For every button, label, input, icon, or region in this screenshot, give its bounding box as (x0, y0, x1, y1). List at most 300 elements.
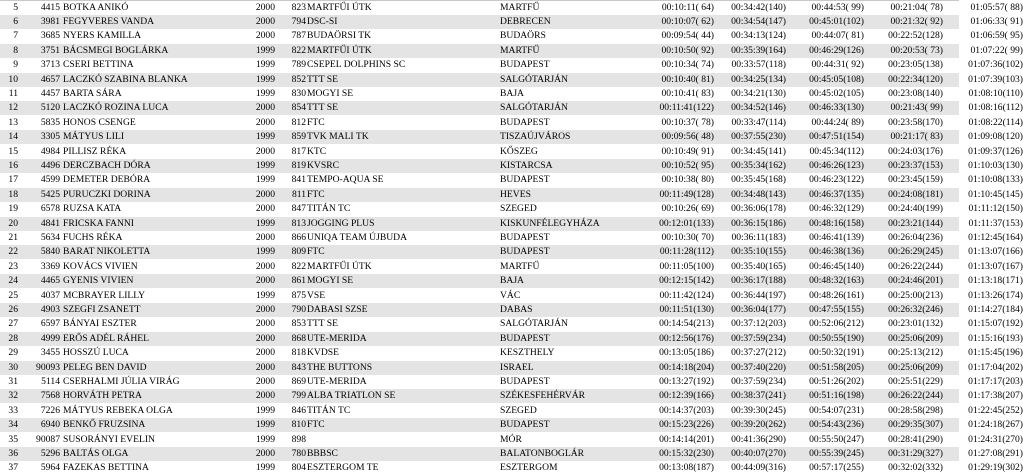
place-cell: 28 (8, 332, 18, 344)
athlete-name-cell: SZEGFI ZSANETT (63, 303, 141, 315)
split-2-cell: 00:41:36(290) (731, 433, 786, 445)
club-code-cell: 866 (291, 231, 306, 243)
split-1-cell: 00:13:27(192) (659, 375, 714, 387)
city-cell: DABAS (500, 303, 533, 315)
split-2-cell: 00:37:27(212) (731, 347, 786, 359)
split-3-cell: 00:44:24( 89) (811, 116, 864, 128)
birth-year-cell: 1999 (255, 87, 275, 99)
club-code-cell: 847 (291, 203, 306, 215)
club-name-cell: TITÁN TC (307, 203, 351, 215)
total-time-cell: 01:07:36(102) (968, 59, 1023, 71)
athlete-name-cell: HONOS CSENGE (63, 116, 136, 128)
city-cell: BUDAPEST (500, 231, 550, 243)
total-time-cell: 01:17:17(203) (968, 375, 1023, 387)
split-1-cell: 00:09:54( 44) (661, 30, 714, 42)
place-cell: 11 (8, 87, 18, 99)
table-row (0, 87, 1023, 101)
split-2-cell: 00:37:40(220) (731, 361, 786, 373)
club-code-cell: 868 (291, 332, 306, 344)
club-name-cell: FTC (307, 419, 325, 431)
split-3-cell: 00:50:32(191) (809, 347, 864, 359)
athlete-name-cell: FUCHS RÉKA (63, 231, 123, 243)
club-name-cell: FTC (307, 188, 325, 200)
athlete-name-cell: BENKŐ FRUZSINA (63, 419, 146, 431)
table-row (0, 188, 1023, 202)
total-time-cell: 01:14:27(184) (968, 303, 1023, 315)
bib-number-cell: 4465 (40, 275, 60, 287)
total-time-cell: 01:13:07(166) (968, 246, 1023, 258)
bib-number-cell: 5120 (40, 102, 60, 114)
split-4-cell: 00:32:02(332) (888, 462, 943, 474)
club-name-cell: MARTFŰI ÚTK (307, 1, 372, 13)
place-cell: 8 (13, 44, 18, 56)
split-4-cell: 00:26:29(245) (888, 246, 943, 258)
club-code-cell: 790 (291, 303, 306, 315)
split-2-cell: 00:36:04(177) (731, 303, 786, 315)
total-time-cell: 01:10:08(133) (968, 174, 1023, 186)
place-cell: 34 (8, 419, 18, 431)
split-2-cell: 00:34:21(130) (731, 87, 786, 99)
city-cell: BUDAPEST (500, 116, 550, 128)
birth-year-cell: 1999 (255, 159, 275, 171)
split-4-cell: 00:22:34(120) (888, 73, 943, 85)
table-row (0, 303, 1023, 317)
athlete-name-cell: CSERHALMI JÚLIA VIRÁG (63, 375, 180, 387)
table-row (0, 317, 1023, 331)
athlete-name-cell: KOVÁCS VIVIEN (63, 260, 138, 272)
split-3-cell: 00:47:55(155) (809, 303, 864, 315)
city-cell: SALGÓTARJÁN (500, 318, 568, 330)
split-2-cell: 00:37:59(234) (731, 332, 786, 344)
bib-number-cell: 90087 (36, 433, 60, 445)
total-time-cell: 01:08:10(110) (968, 87, 1023, 99)
birth-year-cell: 2000 (255, 318, 275, 330)
club-code-cell: 818 (291, 347, 306, 359)
birth-year-cell: 1999 (255, 174, 275, 186)
bib-number-cell: 4457 (40, 87, 60, 99)
birth-year-cell: 2000 (255, 145, 275, 157)
birth-year-cell: 1999 (255, 433, 275, 445)
table-row (0, 389, 1023, 403)
total-time-cell: 01:06:59( 95) (970, 30, 1023, 42)
place-cell: 15 (8, 145, 18, 157)
split-3-cell: 00:44:53( 99) (811, 1, 864, 13)
athlete-name-cell: PILLISZ RÉKA (63, 145, 127, 157)
athlete-name-cell: MÁTYUS REBEKA OLGA (63, 404, 173, 416)
split-3-cell: 00:44:07( 81) (811, 30, 864, 42)
total-time-cell: 01:09:08(120) (968, 131, 1023, 143)
table-row (0, 361, 1023, 375)
split-3-cell: 00:45:02(105) (809, 87, 864, 99)
split-3-cell: 00:46:23(122) (809, 174, 864, 186)
place-cell: 33 (8, 404, 18, 416)
split-1-cell: 00:11:41(122) (659, 102, 714, 114)
split-4-cell: 00:26:22(244) (888, 390, 943, 402)
split-3-cell: 00:45:01(102) (809, 15, 864, 27)
split-1-cell: 00:12:39(166) (659, 390, 714, 402)
club-name-cell: JOGGING PLUS (307, 217, 375, 229)
birth-year-cell: 2000 (255, 116, 275, 128)
bib-number-cell: 6597 (40, 318, 60, 330)
total-time-cell: 01:11:37(153) (968, 217, 1023, 229)
table-row (0, 73, 1023, 87)
bib-number-cell: 4415 (40, 1, 60, 13)
table-row (0, 130, 1023, 144)
split-3-cell: 00:45:05(108) (809, 73, 864, 85)
total-time-cell: 01:05:57( 88) (970, 1, 1023, 13)
split-1-cell: 00:12:56(176) (659, 332, 714, 344)
split-1-cell: 00:14:18(204) (659, 361, 714, 373)
split-4-cell: 00:21:32( 92) (890, 15, 943, 27)
split-2-cell: 00:35:45(168) (731, 174, 786, 186)
split-3-cell: 00:54:07(231) (809, 404, 864, 416)
split-3-cell: 00:50:55(190) (809, 332, 864, 344)
birth-year-cell: 2000 (255, 260, 275, 272)
birth-year-cell: 2000 (255, 231, 275, 243)
club-code-cell: 854 (291, 102, 306, 114)
club-code-cell: 898 (291, 433, 306, 445)
city-cell: ISRAEL (500, 361, 534, 373)
club-name-cell: TVK MALI TK (307, 131, 369, 143)
birth-year-cell: 2000 (255, 347, 275, 359)
place-cell: 36 (8, 447, 18, 459)
table-row (0, 433, 1023, 447)
city-cell: KISKUNFÉLEGYHÁZA (500, 217, 600, 229)
split-3-cell: 00:46:32(129) (809, 203, 864, 215)
split-1-cell: 00:11:49(128) (659, 188, 714, 200)
club-code-cell: 852 (291, 73, 306, 85)
split-4-cell: 00:25:06(209) (888, 332, 943, 344)
total-time-cell: 01:22:45(252) (968, 404, 1023, 416)
club-name-cell: UTE-MERIDA (307, 332, 367, 344)
split-3-cell: 00:54:43(236) (809, 419, 864, 431)
total-time-cell: 01:17:04(202) (968, 361, 1023, 373)
club-code-cell: 822 (291, 44, 306, 56)
club-code-cell: 799 (291, 390, 306, 402)
city-cell: BUDAPEST (500, 375, 550, 387)
split-2-cell: 00:34:52(146) (731, 102, 786, 114)
athlete-name-cell: MÁTYUS LILI (63, 131, 125, 143)
place-cell: 17 (8, 174, 18, 186)
bib-number-cell: 90093 (36, 361, 60, 373)
split-3-cell: 00:45:34(112) (809, 145, 864, 157)
total-time-cell: 01:06:33( 91) (970, 15, 1023, 27)
club-name-cell: KVDSE (307, 347, 339, 359)
split-3-cell: 00:47:51(154) (809, 131, 864, 143)
split-1-cell: 00:10:34( 74) (661, 59, 714, 71)
city-cell: BUDAPEST (500, 174, 550, 186)
split-2-cell: 00:34:48(143) (731, 188, 786, 200)
split-2-cell: 00:34:54(147) (731, 15, 786, 27)
place-cell: 26 (8, 303, 18, 315)
split-2-cell: 00:40:07(270) (731, 447, 786, 459)
split-1-cell: 00:14:14(201) (659, 433, 714, 445)
bib-number-cell: 4841 (40, 217, 60, 229)
club-code-cell: 789 (291, 59, 306, 71)
split-3-cell: 00:46:38(136) (809, 246, 864, 258)
club-name-cell: TTT SE (307, 318, 339, 330)
split-2-cell: 00:39:20(262) (731, 419, 786, 431)
place-cell: 24 (8, 275, 18, 287)
club-code-cell: 841 (291, 174, 306, 186)
city-cell: BAJA (500, 275, 524, 287)
bib-number-cell: 3713 (40, 59, 60, 71)
club-name-cell: BUDAÖRSI TK (307, 30, 372, 42)
city-cell: SZEGED (500, 404, 537, 416)
split-1-cell: 00:10:11( 64) (661, 1, 714, 13)
split-1-cell: 00:10:38( 80) (661, 174, 714, 186)
birth-year-cell: 1999 (255, 246, 275, 258)
split-3-cell: 00:46:33(130) (809, 102, 864, 114)
split-4-cell: 00:23:58(170) (888, 116, 943, 128)
place-cell: 30 (8, 361, 18, 373)
city-cell: BAJA (500, 87, 524, 99)
birth-year-cell: 1999 (255, 289, 275, 301)
split-3-cell: 00:51:26(202) (809, 375, 864, 387)
city-cell: BUDAPEST (500, 332, 550, 344)
club-code-cell: 812 (291, 116, 306, 128)
club-code-cell: 813 (291, 217, 306, 229)
split-3-cell: 00:48:26(161) (809, 289, 864, 301)
athlete-name-cell: PURUCZKI DORINA (63, 188, 151, 200)
split-1-cell: 00:11:05(100) (659, 260, 714, 272)
split-1-cell: 00:11:42(124) (659, 289, 714, 301)
place-cell: 29 (8, 347, 18, 359)
split-1-cell: 00:13:05(186) (659, 347, 714, 359)
city-cell: KISTARCSA (500, 159, 553, 171)
table-row (0, 260, 1023, 274)
bib-number-cell: 3981 (40, 15, 60, 27)
split-4-cell: 00:25:13(212) (888, 347, 943, 359)
place-cell: 25 (8, 289, 18, 301)
split-2-cell: 00:35:34(162) (731, 159, 786, 171)
table-row (0, 44, 1023, 58)
total-time-cell: 01:10:03(130) (968, 159, 1023, 171)
total-time-cell: 01:08:16(112) (968, 102, 1023, 114)
athlete-name-cell: NYERS KAMILLA (63, 30, 142, 42)
city-cell: KŐSZEG (500, 145, 538, 157)
athlete-name-cell: LACZKÓ SZABINA BLANKA (63, 73, 188, 85)
bib-number-cell: 5425 (40, 188, 60, 200)
bib-number-cell: 5634 (40, 231, 60, 243)
athlete-name-cell: HOSSZÚ LUCA (63, 347, 129, 359)
athlete-name-cell: FRICSKA FANNI (63, 217, 134, 229)
total-time-cell: 01:08:22(114) (968, 116, 1023, 128)
athlete-name-cell: HORVÁTH PETRA (63, 390, 142, 402)
split-2-cell: 00:33:57(118) (731, 59, 786, 71)
split-4-cell: 00:22:52(128) (888, 30, 943, 42)
split-4-cell: 00:28:58(298) (888, 404, 943, 416)
split-3-cell: 00:51:16(198) (809, 390, 864, 402)
athlete-name-cell: BALTÁS OLGA (63, 447, 129, 459)
bib-number-cell: 3455 (40, 347, 60, 359)
place-cell: 22 (8, 246, 18, 258)
split-4-cell: 00:25:00(213) (888, 289, 943, 301)
birth-year-cell: 2000 (255, 1, 275, 13)
place-cell: 35 (8, 433, 18, 445)
split-1-cell: 00:10:40( 81) (661, 73, 714, 85)
club-name-cell: DABASI SZSE (307, 303, 368, 315)
athlete-name-cell: BARAT NIKOLETTA (63, 246, 151, 258)
club-code-cell: 846 (291, 404, 306, 416)
table-row (0, 101, 1023, 115)
table-row (0, 15, 1023, 29)
split-2-cell: 00:33:47(114) (731, 116, 786, 128)
birth-year-cell: 1999 (255, 404, 275, 416)
bib-number-cell: 7226 (40, 404, 60, 416)
total-time-cell: 01:11:12(150) (968, 203, 1023, 215)
club-name-cell: DSC-SI (307, 15, 338, 27)
bib-number-cell: 5835 (40, 116, 60, 128)
split-2-cell: 00:36:06(178) (731, 203, 786, 215)
city-cell: MÓR (500, 433, 522, 445)
birth-year-cell: 2000 (255, 275, 275, 287)
place-cell: 10 (8, 73, 18, 85)
place-cell: 13 (8, 116, 18, 128)
table-row (0, 58, 1023, 72)
birth-year-cell: 2000 (255, 203, 275, 215)
city-cell: MARTFŰ (500, 1, 540, 13)
club-name-cell: ALBA TRIATLON SE (307, 390, 396, 402)
split-1-cell: 00:10:50( 92) (661, 44, 714, 56)
bib-number-cell: 3305 (40, 131, 60, 143)
athlete-name-cell: MCBRAYER LILLY (63, 289, 146, 301)
split-1-cell: 00:10:49( 91) (661, 145, 714, 157)
split-4-cell: 00:25:06(209) (888, 361, 943, 373)
table-row (0, 289, 1023, 303)
split-2-cell: 00:36:11(183) (731, 231, 786, 243)
bib-number-cell: 5964 (40, 462, 60, 474)
city-cell: BUDAPEST (500, 59, 550, 71)
place-cell: 12 (8, 102, 18, 114)
club-code-cell: 810 (291, 419, 306, 431)
split-1-cell: 00:15:32(230) (659, 447, 714, 459)
table-row (0, 116, 1023, 130)
place-cell: 6 (13, 15, 18, 27)
club-name-cell: FTC (307, 116, 325, 128)
city-cell: MARTFŰ (500, 260, 540, 272)
city-cell: SALGÓTARJÁN (500, 102, 568, 114)
city-cell: KESZTHELY (500, 347, 555, 359)
split-2-cell: 00:37:55(230) (731, 131, 786, 143)
club-name-cell: MOGYI SE (307, 87, 354, 99)
split-3-cell: 00:51:58(205) (809, 361, 864, 373)
athlete-name-cell: BOTKA ANIKÓ (63, 1, 129, 13)
split-2-cell: 00:39:30(245) (731, 404, 786, 416)
split-1-cell: 00:10:37( 78) (661, 116, 714, 128)
split-2-cell: 00:34:42(140) (731, 1, 786, 13)
club-name-cell: MARTFŰI ÚTK (307, 260, 372, 272)
place-cell: 9 (13, 59, 18, 71)
total-time-cell: 01:29:19(302) (968, 462, 1023, 474)
table-row (0, 274, 1023, 288)
club-name-cell: TTT SE (307, 73, 339, 85)
split-4-cell: 00:24:40(199) (888, 203, 943, 215)
split-2-cell: 00:34:45(141) (731, 145, 786, 157)
split-1-cell: 00:15:23(226) (659, 419, 714, 431)
birth-year-cell: 1999 (255, 419, 275, 431)
bib-number-cell: 4037 (40, 289, 60, 301)
birth-year-cell: 1999 (255, 44, 275, 56)
table-row (0, 375, 1023, 389)
city-cell: SZÉKESFEHÉRVÁR (500, 390, 586, 402)
bib-number-cell: 4903 (40, 303, 60, 315)
birth-year-cell: 1999 (255, 73, 275, 85)
split-1-cell: 00:10:07( 62) (661, 15, 714, 27)
split-2-cell: 00:38:37(241) (731, 390, 786, 402)
bib-number-cell: 3685 (40, 30, 60, 42)
split-1-cell: 00:10:26( 69) (661, 203, 714, 215)
total-time-cell: 01:13:18(171) (968, 275, 1023, 287)
city-cell: DEBRECEN (500, 15, 551, 27)
bib-number-cell: 5114 (41, 375, 60, 387)
athlete-name-cell: PELEG BEN DAVID (63, 361, 147, 373)
athlete-name-cell: SUSORÁNYI EVELIN (63, 433, 155, 445)
bib-number-cell: 3751 (40, 44, 60, 56)
city-cell: BUDAPEST (500, 419, 550, 431)
bib-number-cell: 4657 (40, 73, 60, 85)
club-code-cell: 823 (291, 1, 306, 13)
bib-number-cell: 6578 (40, 203, 60, 215)
birth-year-cell: 1999 (255, 217, 275, 229)
athlete-name-cell: FAZEKAS BETTINA (63, 462, 149, 474)
athlete-name-cell: RUZSA KATA (63, 203, 122, 215)
split-3-cell: 00:55:50(247) (809, 433, 864, 445)
club-name-cell: BBBSC (307, 447, 338, 459)
split-1-cell: 00:12:15(142) (659, 275, 714, 287)
total-time-cell: 01:10:45(145) (968, 188, 1023, 200)
split-2-cell: 00:35:10(155) (731, 246, 786, 258)
total-time-cell: 01:07:39(103) (968, 73, 1023, 85)
club-code-cell: 811 (291, 188, 306, 200)
split-2-cell: 00:34:13(124) (731, 30, 786, 42)
bib-number-cell: 4984 (40, 145, 60, 157)
table-row (0, 332, 1023, 346)
total-time-cell: 01:07:22( 99) (970, 44, 1023, 56)
total-time-cell: 01:15:16(193) (968, 332, 1023, 344)
birth-year-cell: 2000 (255, 30, 275, 42)
place-cell: 21 (8, 231, 18, 243)
birth-year-cell: 2000 (255, 390, 275, 402)
city-cell: TISZAÚJVÁROS (500, 131, 571, 143)
table-row (0, 159, 1023, 173)
split-1-cell: 00:11:28(112) (659, 246, 714, 258)
split-4-cell: 00:21:43( 99) (890, 102, 943, 114)
split-4-cell: 00:24:46(201) (888, 275, 943, 287)
club-name-cell: TEMPO-AQUA SE (307, 174, 384, 186)
place-cell: 32 (8, 390, 18, 402)
split-4-cell: 00:23:21(144) (888, 217, 943, 229)
club-code-cell: 830 (291, 87, 306, 99)
place-cell: 18 (8, 188, 18, 200)
club-code-cell: 787 (291, 30, 306, 42)
table-row (0, 245, 1023, 259)
city-cell: VÁC (500, 289, 521, 301)
bib-number-cell: 6940 (40, 419, 60, 431)
place-cell: 7 (13, 30, 18, 42)
table-row (0, 418, 1023, 432)
split-3-cell: 00:48:32(163) (809, 275, 864, 287)
birth-year-cell: 2000 (255, 332, 275, 344)
total-time-cell: 01:13:07(167) (968, 260, 1023, 272)
athlete-name-cell: GYENIS VIVIEN (63, 275, 134, 287)
split-4-cell: 00:20:53( 73) (890, 44, 943, 56)
place-cell: 5 (13, 1, 18, 13)
split-1-cell: 00:10:52( 95) (661, 159, 714, 171)
split-1-cell: 00:09:56( 48) (661, 131, 714, 143)
split-4-cell: 00:23:45(159) (888, 174, 943, 186)
split-4-cell: 00:26:04(236) (888, 231, 943, 243)
